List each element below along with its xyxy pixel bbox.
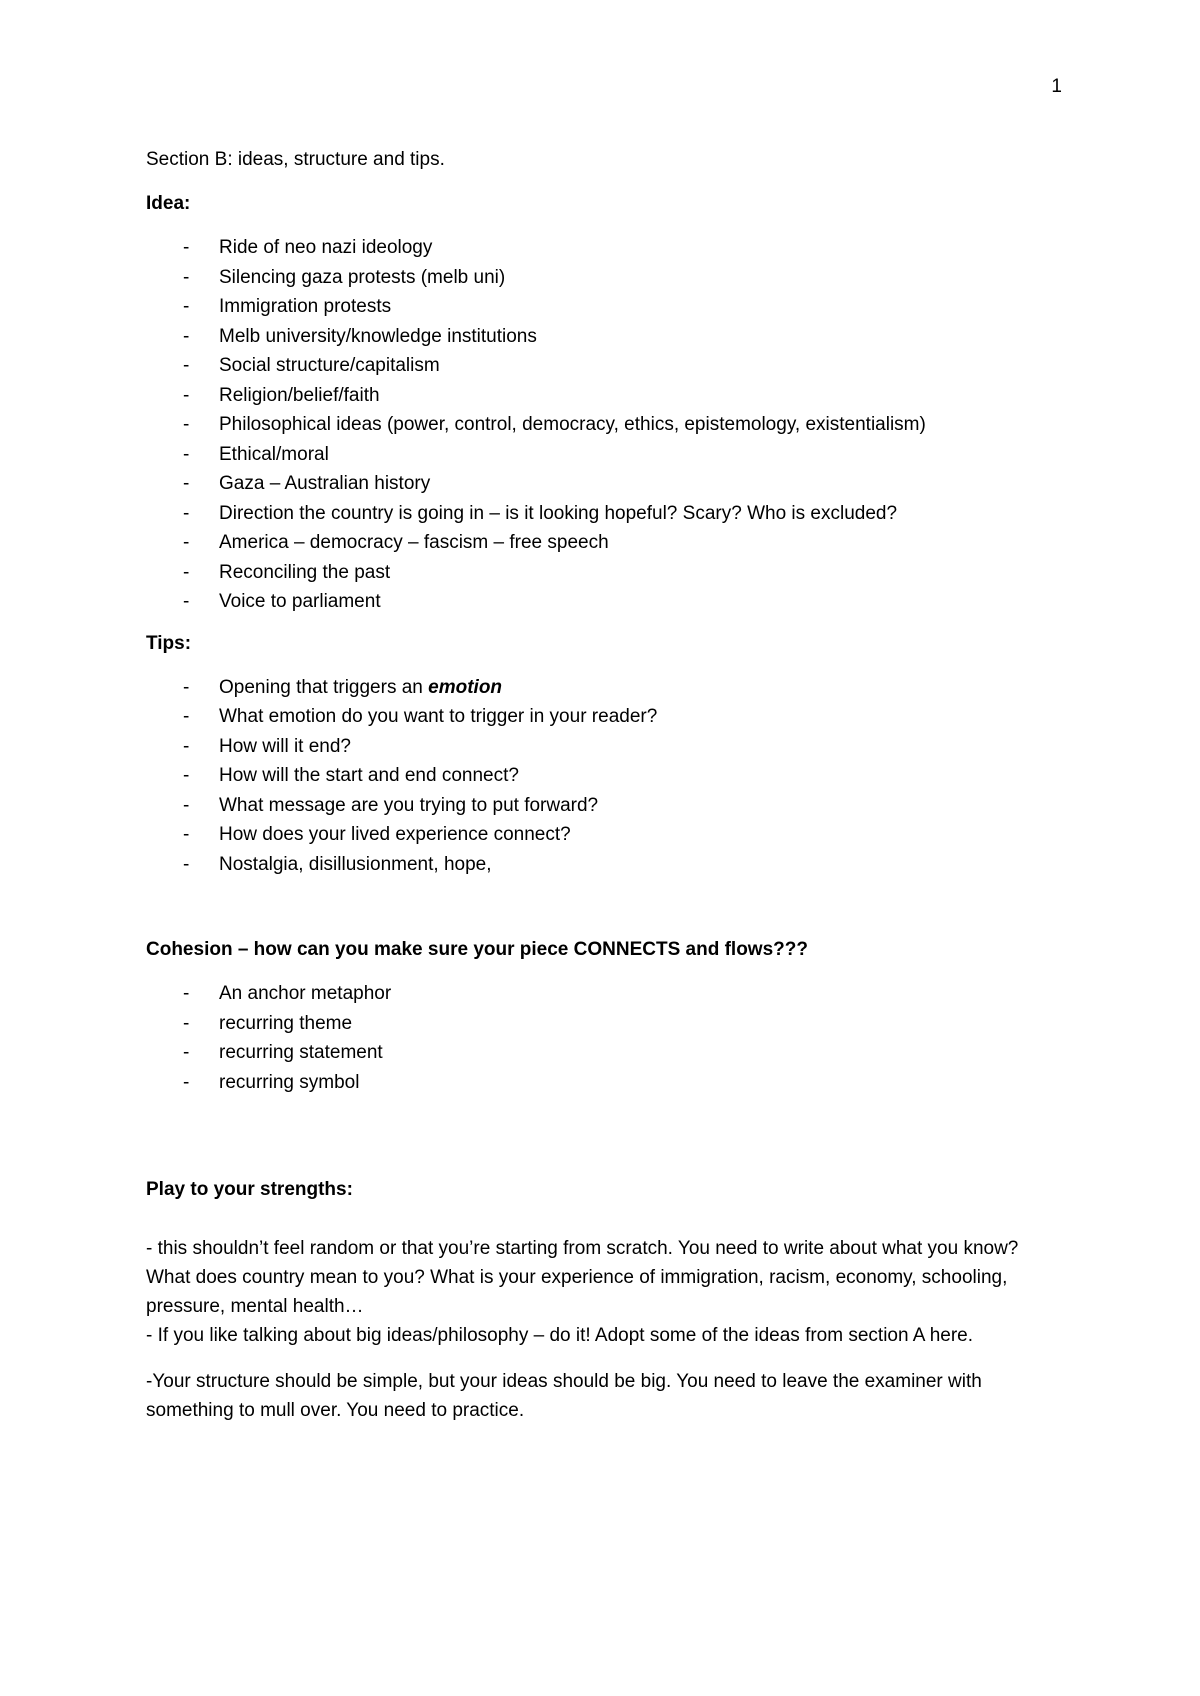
list-dash: -	[183, 765, 190, 786]
list-dash: -	[183, 561, 190, 583]
cohesion-heading: Cohesion – how can you make sure your piece CONNECTS and flows???	[146, 939, 808, 960]
list-item: - Gaza – Australian history	[183, 473, 431, 494]
document-body	[146, 148, 1066, 1425]
list-dash: -	[183, 1042, 190, 1063]
list-item: - recurring symbol	[183, 1071, 360, 1093]
list-item: - What message are you trying to put forward?	[183, 794, 599, 816]
list-item: - Religion/belief/faith	[183, 384, 380, 406]
list-dash: -	[183, 502, 190, 524]
idea-heading: Idea:	[146, 193, 191, 214]
list-dash: -	[183, 443, 190, 465]
list-item: - How does your lived experience connect?	[183, 824, 571, 845]
list-dash: -	[183, 1012, 190, 1034]
list-item: - Ride of neo nazi ideology	[183, 237, 433, 258]
list-dash: -	[183, 735, 190, 757]
document-title: Section B: ideas, structure and tips.	[146, 149, 445, 170]
strengths-paragraph-3: -Your structure should be simple, but your ideas should be big. You need to leave the examiner with something to mull over. You need to practice.	[146, 1371, 982, 1421]
strengths-heading: Play to your strengths:	[146, 1179, 353, 1200]
list-item: - Direction the country is going in – is it looking hopeful? Scary? Who is excluded?	[183, 502, 898, 524]
emphasized-word: emotion	[428, 676, 503, 698]
list-item: - recurring statement	[183, 1042, 383, 1063]
idea-list	[146, 236, 1066, 620]
list-item: - Nostalgia, disillusionment, hope,	[183, 853, 492, 875]
list-dash: -	[183, 384, 190, 406]
list-item: - Opening that triggers an emotion	[183, 676, 503, 698]
list-dash: -	[183, 853, 190, 875]
list-dash: -	[183, 824, 190, 845]
list-item: - Voice to parliament	[183, 591, 381, 612]
list-dash: -	[183, 676, 190, 698]
list-item: - Silencing gaza protests (melb uni)	[183, 266, 506, 288]
list-item: - Philosophical ideas (power, control, democracy, ethics, epistemology, existentialism)	[183, 414, 926, 435]
list-dash: -	[183, 325, 190, 347]
list-item: - America – democracy – fascism – free speech	[183, 532, 609, 553]
tips-heading: Tips:	[146, 632, 192, 654]
list-item: - Immigration protests	[183, 296, 392, 317]
tips-list	[146, 676, 1066, 883]
page-number: 1	[1051, 76, 1062, 97]
list-item: - Social structure/capitalism	[183, 355, 440, 376]
list-item: - Ethical/moral	[183, 443, 329, 465]
list-dash: -	[183, 591, 190, 612]
list-dash: -	[183, 473, 190, 494]
list-item: - Reconciling the past	[183, 561, 391, 583]
list-item: - What emotion do you want to trigger in your reader?	[183, 706, 658, 727]
list-dash: -	[183, 794, 190, 816]
list-dash: -	[183, 296, 190, 317]
list-item: - An anchor metaphor	[183, 983, 392, 1004]
list-item: - How will it end?	[183, 735, 351, 757]
list-dash: -	[183, 237, 190, 258]
strengths-paragraph-1: - this shouldn’t feel random or that you’re starting from scratch. You need to write about what you know? What does country mean to you? What is your experience of immigration, racism, economy, schooling, pressure, mental health…	[146, 1238, 1019, 1317]
list-item: - recurring theme	[183, 1012, 353, 1034]
list-dash: -	[183, 983, 190, 1004]
list-dash: -	[183, 414, 190, 435]
strengths-paragraph-2: - If you like talking about big ideas/philosophy – do it! Adopt some of the ideas from section A here.	[146, 1325, 974, 1346]
list-dash: -	[183, 266, 190, 288]
cohesion-list	[146, 982, 1066, 1100]
list-dash: -	[183, 1071, 190, 1093]
list-dash: -	[183, 355, 190, 376]
list-dash: -	[183, 532, 190, 553]
list-item: - How will the start and end connect?	[183, 765, 519, 786]
list-item: - Melb university/knowledge institutions	[183, 325, 537, 347]
list-dash: -	[183, 706, 190, 727]
